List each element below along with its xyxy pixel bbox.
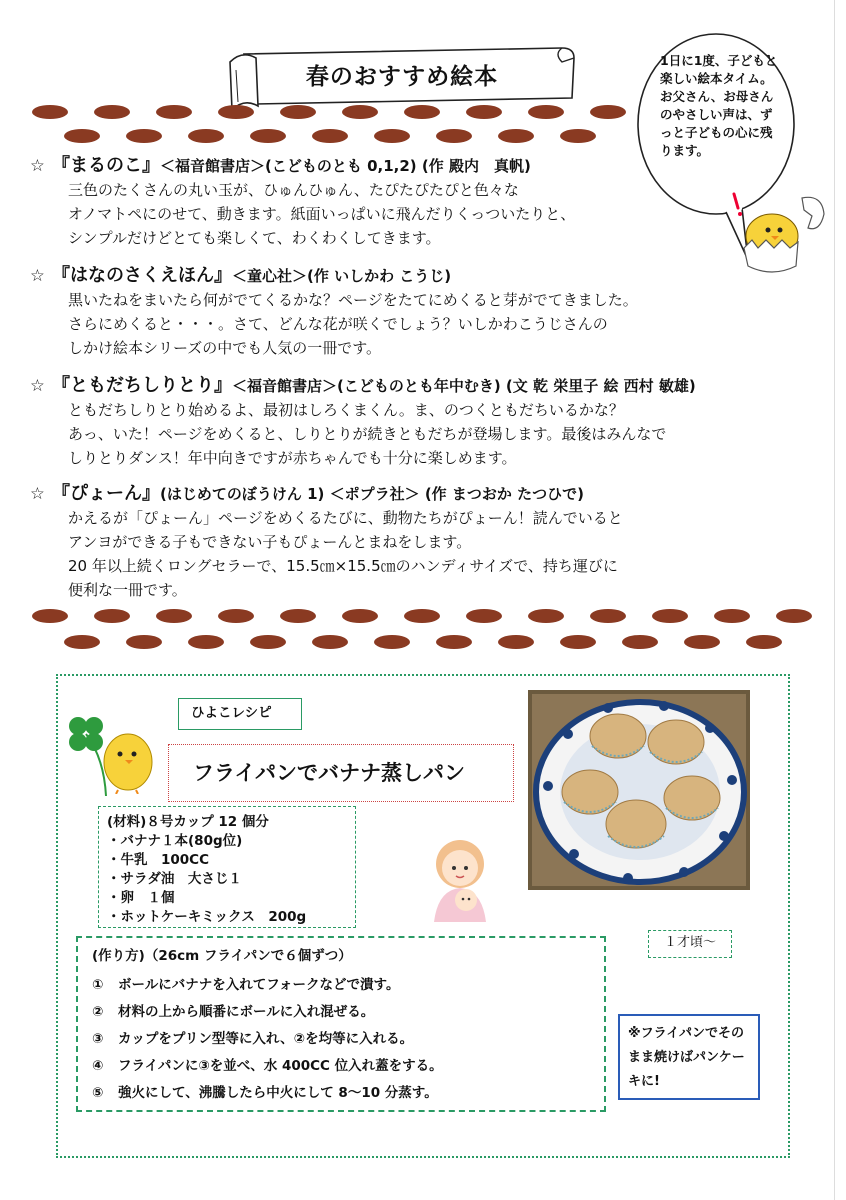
- page-title: 春のおすすめ絵本: [305, 64, 499, 90]
- step-number: ①: [92, 977, 104, 993]
- star-icon: ☆: [30, 156, 45, 175]
- ingredient-item: ・サラダ油 大さじ１: [107, 871, 242, 887]
- step-text: フライパンに③を並べ、水 400CC 位入れ蓋をする。: [118, 1058, 443, 1074]
- step-number: ④: [92, 1058, 104, 1074]
- age-label: １才頃～: [648, 930, 732, 958]
- star-icon: ☆: [30, 376, 45, 395]
- chick-icon: [98, 724, 160, 794]
- book-entry: [30, 482, 820, 602]
- step-row: [92, 1026, 590, 1053]
- book-description: 三色のたくさんの丸い玉が、ひゅんひゅん、たぴたぴたぴと色々な オノマトペにのせて、動きます。紙面いっぱいに飛んだりくっついたりと、 シンプルだけどとても楽しくて、わくわくしてきます。: [68, 181, 576, 247]
- book-title: 『はなのさくえほん』: [52, 265, 232, 286]
- book-title: 『まるのこ』: [52, 155, 160, 176]
- ingredient-item: (材料)８号カップ 12 個分: [107, 814, 269, 830]
- footprint-border-bottom: [30, 604, 820, 660]
- ingredient-item: ・バナナ１本(80g位): [107, 833, 243, 849]
- steps-box: [76, 936, 606, 1112]
- page-edge: [834, 0, 835, 1200]
- book-description: 黒いたねをまいたら何がでてくるかな？ページをたてにめくると芽がでてきました。 さらにめくると・・・。さて、どんな花が咲くでしょう？いしかわこうじさんの しかけ絵本シリーズの中でも人気の一冊です。: [68, 291, 638, 357]
- step-text: ボールにバナナを入れてフォークなどで潰す。: [118, 977, 400, 993]
- step-text: カップをプリン型等に入れ、②を均等に入れる。: [118, 1031, 414, 1047]
- book-meta: (はじめてのぼうけん 1) ＜ポプラ社＞ (作 まつおか たつひで): [160, 485, 584, 503]
- ingredient-item: ・卵 １個: [107, 890, 175, 906]
- step-row: [92, 972, 590, 999]
- ingredients-box: [98, 806, 356, 928]
- steps-header: (作り方)（26cm フライパンで６個ずつ）: [92, 948, 352, 964]
- footprint-border-top: [30, 98, 820, 154]
- step-number: ⑤: [92, 1085, 104, 1101]
- bubble-text: 1日に1度、子どもと楽しい絵本タイム。お父さん、お母さんのやさしい声は、ずっと子どもの心に残ります。: [660, 53, 778, 158]
- recipe-title: フライパンでバナナ蒸しパン: [168, 744, 514, 802]
- book-meta: ＜福音館書店＞(こどものとも年中むき) (文 乾 栄里子 絵 西村 敏雄): [232, 377, 696, 395]
- ingredient-item: ・ホットケーキミックス 200g: [107, 909, 307, 925]
- step-number: ③: [92, 1031, 104, 1047]
- book-title: 『ぴょーん』: [52, 483, 160, 504]
- step-row: [92, 1053, 590, 1080]
- book-entry: [30, 264, 820, 360]
- ingredient-item: ・牛乳 100CC: [107, 852, 209, 868]
- step-text: 強火にして、沸騰したら中火にして 8～10 分蒸す。: [118, 1085, 438, 1101]
- recipe-tag: ひよこレシピ: [178, 698, 302, 730]
- book-entry: [30, 154, 820, 250]
- star-icon: ☆: [30, 484, 45, 503]
- step-text: 材料の上から順番にボールに入れ混ぜる。: [118, 1004, 375, 1020]
- star-icon: ☆: [30, 266, 45, 285]
- book-title: 『ともだちしりとり』: [52, 375, 232, 396]
- mother-baby-icon: [420, 834, 500, 922]
- muffin-photo: [528, 690, 750, 890]
- step-row: [92, 999, 590, 1026]
- pancake-note: ※フライパンでそのまま焼けばパンケーキに!: [618, 1014, 760, 1100]
- step-row: [92, 1080, 590, 1107]
- book-entry: [30, 374, 820, 470]
- step-number: ②: [92, 1004, 104, 1020]
- book-meta: ＜福音館書店＞(こどものとも 0,1,2) (作 殿内 真帆): [160, 157, 531, 175]
- book-description: かえるが「ぴょーん」ページをめくるたびに、動物たちがぴょーん！読んでいると アンヨができる子もできない子もぴょーんとまねをします。 20 年以上続くロングセラーで、15.5㎝×15.5㎝のハンディサイズで、持ち運びに 便利な一冊です。: [68, 509, 623, 599]
- book-description: ともだちしりとり始めるよ、最初はしろくまくん。ま、のつくともだちいるかな？ あっ、いた！ページをめくると、しりとりが続きともだちが登場します。最後はみんなで しりとりダンス！年中向きですが赤ちゃんでも十分に楽しめます。: [68, 401, 667, 467]
- book-meta: ＜童心社＞(作 いしかわ こうじ): [232, 267, 452, 285]
